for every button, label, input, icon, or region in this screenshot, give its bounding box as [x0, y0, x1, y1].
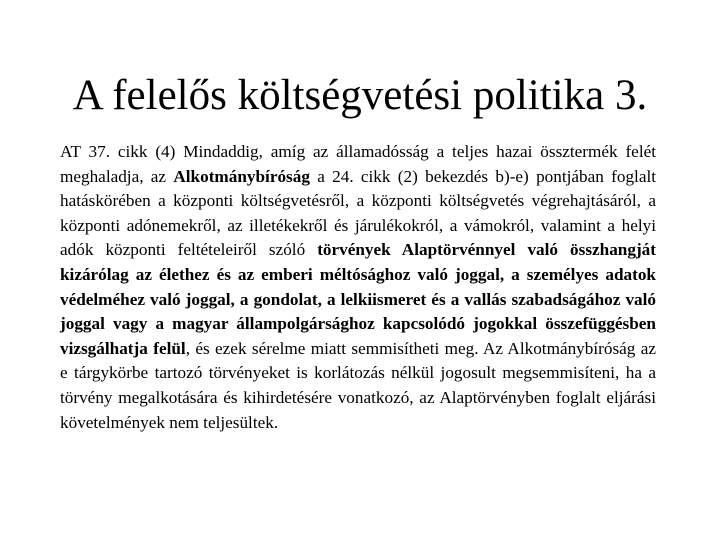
- slide-title: A felelős költségvetési politika 3.: [72, 72, 648, 119]
- body-text-segment-3: , és ezek sérelme miatt semmisítheti meg. Az Alkotmánybíróság az e tárgykörbe tartozó törvényeket is korlátozás nélkül jogosult megsemmisíteni, ha a törvény megalkotására és kihirdetésére vonatkozó, az Alaptörvényben foglalt eljárási követelmények nem teljesültek.: [60, 338, 656, 432]
- body-text-segment-2: a 24. cikk (2) bekezdés b)-e) pontjában foglalt hatáskörében a központi költségvetésről, a központi költségvetés végrehajtásáról, a központi adónemekről, az illetékekről és járulékokról, a vámokról, valamint a helyi adók központi feltételeiről szóló: [60, 166, 656, 260]
- body-paragraph: [60, 140, 656, 435]
- body-text-segment-1: AT 37. cikk (4) Mindaddig, amíg az államadósság a teljes hazai össztermék felét meghaladja, az: [60, 142, 656, 186]
- body-bold-segment-1: Alkotmánybíróság: [173, 166, 310, 186]
- body-bold-segment-2: törvények Alaptörvénnyel való összhangját kizárólag az élethez és az emberi méltósághoz való joggal, a személyes adatok védelméhez való joggal, a gondolat, a lelkiismeret és a vallás szabadságához való joggal vagy a magyar állampolgársághoz kapcsolódó jogokkal összefüggésben vizsgálhatja felül: [60, 240, 657, 358]
